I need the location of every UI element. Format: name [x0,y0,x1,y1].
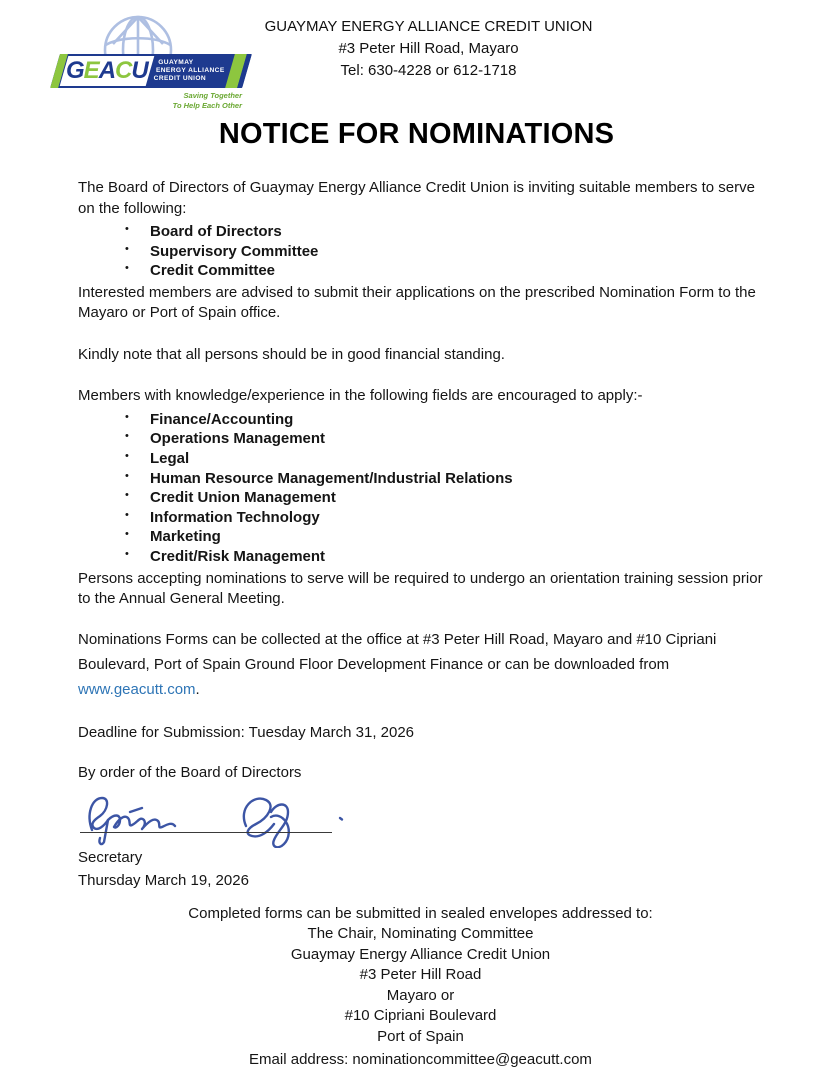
footer-line: #3 Peter Hill Road [359,966,482,984]
logo-org-line1: GUAYMAY [158,58,194,66]
org-contact-block [0,16,819,82]
list-item: • Board of Directors [78,222,765,242]
handwritten-signature [78,786,378,848]
interested-paragraph: Interested members are advised to submit their applications on the prescribed Nomination Form to the Mayaro or Port of Spain office. [78,283,756,322]
footer-line: The Chair, Nominating Committee [307,925,534,943]
footer-line: #10 Cipriani Boulevard [344,1007,497,1025]
positions-list [78,222,765,281]
email-address-line: Email address: nominationcommittee@geacutt.com [249,1051,592,1069]
org-name: GUAYMAY ENERGY ALLIANCE CREDIT UNION [264,18,593,35]
forms-text-post: . [195,680,200,698]
signature-date: Thursday March 19, 2026 [78,872,249,890]
signature-block [78,763,765,892]
deadline-line: Deadline for Submission: Tuesday March 31, 2026 [78,723,415,741]
submission-address-block [0,904,819,1071]
page-title: NOTICE FOR NOMINATIONS [218,118,615,150]
notice-body [0,178,819,892]
footer-line: Port of Spain [377,1027,464,1045]
logo-letter-3: C [115,57,132,84]
logo-letter-0: G [66,57,84,84]
org-phone: Tel: 630-4228 or 612-1718 [340,62,517,79]
footer-line: Guaymay Energy Alliance Credit Union [290,945,551,963]
list-item: • Human Resource Management/Industrial Relations [78,469,765,489]
list-item: • Operations Management [78,429,765,449]
forms-paragraph [78,627,765,702]
footer-line: Mayaro or [386,986,455,1004]
footer-line: Completed forms can be submitted in sealed envelopes addressed to: [188,904,653,922]
list-item: • Credit Union Management [78,488,765,508]
list-item: • Information Technology [78,508,765,528]
secretary-line: Secretary [78,848,143,866]
logo-org-line2: ENERGY ALLIANCE [156,66,225,74]
logo-letter-2: A [98,57,116,84]
logo-letter-4: U [131,57,148,84]
list-item: • Marketing [78,527,765,547]
letterhead [0,0,819,112]
tagline-line2: To Help Each Other [172,100,242,110]
by-order-line: By order of the Board of Directors [78,764,302,782]
signature-line [80,832,332,833]
list-item: • Credit Committee [78,261,765,281]
fields-list [78,410,765,567]
intro-paragraph: The Board of Directors of Guaymay Energy Alliance Credit Union is inviting suitable members to serve on the following: [78,179,755,217]
list-item: • Credit/Risk Management [78,547,765,567]
fields-intro-paragraph: Members with knowledge/experience in the following fields are encouraged to apply:- [78,387,643,405]
website-link[interactable]: www.geacutt.com [78,680,196,698]
signature-area [78,786,378,848]
logo-org-line3: CREDIT UNION [153,75,207,83]
logo-tagline [173,91,242,111]
logo-letter-1: E [83,57,99,84]
list-item: • Supervisory Committee [78,242,765,262]
list-item: • Legal [78,449,765,469]
forms-text-pre: Nominations Forms can be collected at the office at #3 Peter Hill Road, Mayaro and #10 Cipriani Boulevard, Port of Spain Ground Floor Development Finance or can be downloaded from [78,630,717,673]
list-item: • Finance/Accounting [78,410,765,430]
orientation-paragraph: Persons accepting nominations to serve will be required to undergo an orientation training session prior to the Annual General Meeting. [78,569,763,608]
org-address: #3 Peter Hill Road, Mayaro [338,40,519,57]
financial-note-paragraph: Kindly note that all persons should be in good financial standing. [78,345,505,363]
tagline-line1: Saving Together [183,91,242,100]
